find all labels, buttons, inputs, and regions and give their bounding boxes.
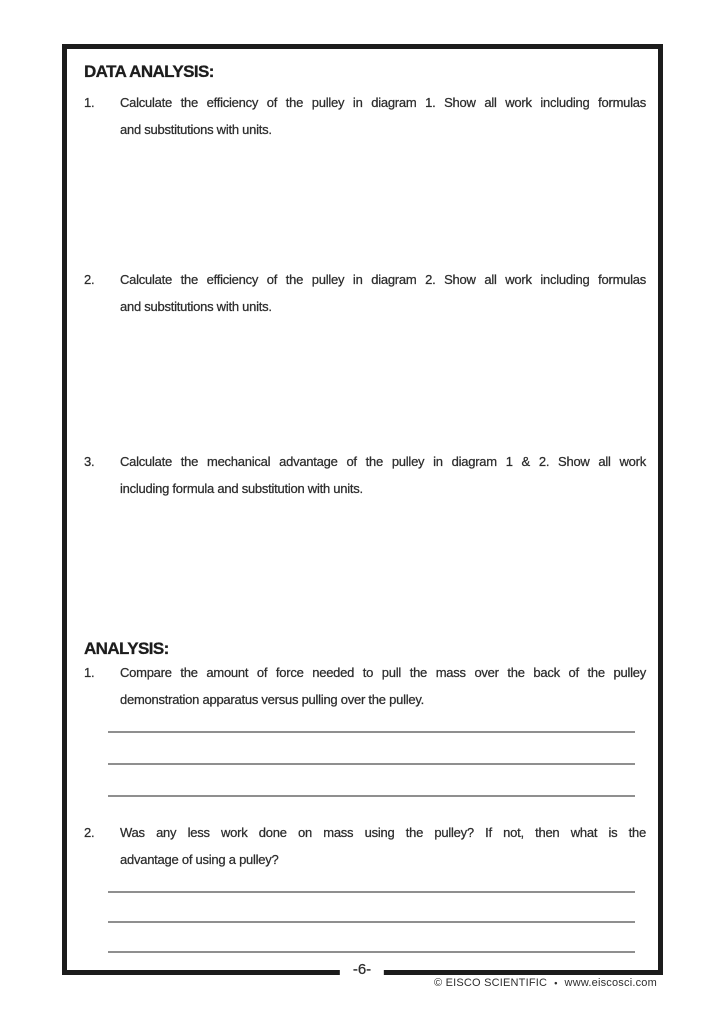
question-number: 1.: [84, 665, 95, 680]
question-item-an-1: [84, 659, 646, 713]
question-line-2: including formula and substitution with units.: [120, 481, 363, 496]
answer-line: [108, 891, 635, 893]
question-text: [120, 819, 646, 873]
question-line-2: and substitutions with units.: [120, 299, 272, 314]
answer-line: [108, 951, 635, 953]
question-number: 3.: [84, 454, 95, 469]
question-number: 2.: [84, 825, 95, 840]
question-line-2: and substitutions with units.: [120, 122, 272, 137]
question-text: [120, 89, 646, 143]
question-item-da-2: [84, 266, 646, 320]
question-text: [120, 266, 646, 320]
answer-line: [108, 731, 635, 733]
question-item-an-2: [84, 819, 646, 873]
bullet-separator-icon: •: [554, 977, 558, 988]
question-line-2: advantage of using a pulley?: [120, 852, 279, 867]
footer-website: www.eiscosci.com: [564, 977, 657, 989]
question-text: [120, 659, 646, 713]
section-heading-analysis: ANALYSIS:: [84, 639, 169, 658]
question-line-1: Was any less work done on mass using the pulley? If not, then what is the: [120, 825, 646, 840]
footer-copyright: © EISCO SCIENTIFIC: [434, 977, 548, 989]
question-line-1: Calculate the efficiency of the pulley in diagram 1. Show all work including formulas: [120, 95, 646, 110]
question-item-da-1: [84, 89, 646, 143]
question-number: 2.: [84, 272, 95, 287]
question-number: 1.: [84, 95, 95, 110]
footer: [434, 977, 657, 989]
answer-line: [108, 921, 635, 923]
answer-line: [108, 795, 635, 797]
page-number: -6-: [340, 959, 384, 980]
section-heading-data-analysis: DATA ANALYSIS:: [84, 62, 214, 81]
question-line-1: Compare the amount of force needed to pull the mass over the back of the pulley: [120, 665, 646, 680]
question-line-1: Calculate the efficiency of the pulley in diagram 2. Show all work including formulas: [120, 272, 646, 287]
question-line-1: Calculate the mechanical advantage of the pulley in diagram 1 & 2. Show all work: [120, 454, 646, 469]
question-item-da-3: [84, 448, 646, 502]
question-text: [120, 448, 646, 502]
answer-line: [108, 763, 635, 765]
question-line-2: demonstration apparatus versus pulling over the pulley.: [120, 692, 424, 707]
